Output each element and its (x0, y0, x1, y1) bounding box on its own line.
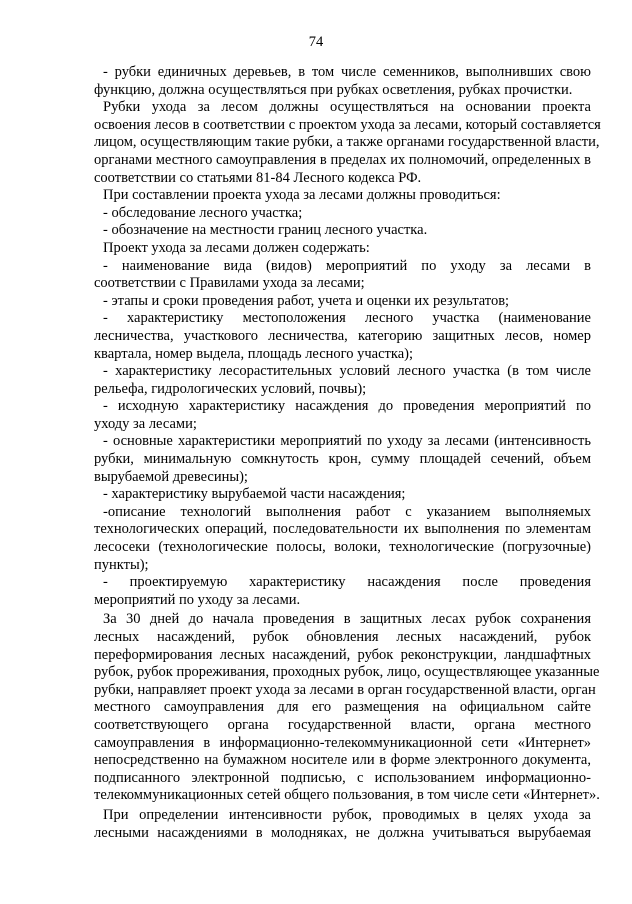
text-line: рубки, направляет проект ухода за лесами в орган государственной власти, орган (94, 681, 596, 698)
text-line: пункты); (94, 556, 149, 573)
text-line: - основные характеристики мероприятий по уходу за лесами (интенсивность (103, 433, 591, 450)
text-line: -описание технологий выполнения работ с указанием выполняемых (103, 503, 591, 520)
text-line: технологических операций, последовательности их выполнения по элементам (94, 521, 591, 538)
text-line: - обозначение на местности границ лесного участка. (103, 222, 428, 239)
text-line: непосредственно на бумажном носителе или в форме электронного документа, (94, 752, 591, 769)
text-line: телекоммуникационных сетей общего пользования, в том числе сети «Интернет». (94, 787, 600, 804)
page-number: 74 (308, 34, 324, 50)
text-line: местного самоуправления для его размещения на официальном сайте (94, 699, 591, 716)
text-line: рельефа, гидрологических условий, почвы); (94, 380, 367, 397)
text-line: - рубки единичных деревьев, в том числе семенников, выполнивших свою (103, 64, 591, 80)
text-line: самоуправления в информационно-телекоммуникационной сети «Интернет» (94, 734, 591, 751)
text-line: - характеристику местоположения лесного участка (наименование (103, 310, 591, 327)
text-line: лицом, осуществляющим такие рубки, а также органами государственной власти, (94, 134, 600, 151)
text-line: - проектируемую характеристику насаждения после проведения (103, 574, 591, 591)
text-line: лесными насаждениями в молодняках, не должна учитываться вырубаемая (94, 824, 591, 841)
text-line: уходу за лесами; (94, 415, 197, 432)
text-line: Проект ухода за лесами должен содержать: (103, 239, 370, 256)
text-line: мероприятий по уходу за лесами. (94, 591, 301, 608)
text-line: При составлении проекта ухода за лесами должны проводиться: (103, 187, 501, 204)
text-line: квартала, номер выдела, площадь лесного участка); (94, 345, 414, 362)
text-line: - характеристику лесорастительных условий лесного участка (в том числе (103, 363, 591, 380)
text-line: освоения лесов в соответствии с проектом ухода за лесами, который составляется (94, 116, 601, 133)
text-line: рубки, минимальную сомкнутость крон, сумму площадей сечений, объем (94, 451, 591, 468)
text-line: рубок, рубок прореживания, проходных рубок, лицо, осуществляющее указанные (94, 664, 600, 681)
text-line: соответствующего органа государственной власти, органа местного (94, 716, 591, 733)
text-line: - исходную характеристику насаждения до проведения мероприятий по (103, 398, 591, 415)
text-line: лесосеки (технологические полосы, волоки, технологические (погрузочные) (94, 539, 591, 556)
text-line: За 30 дней до начала проведения в защитных лесах рубок сохранения (103, 611, 591, 628)
text-line: Рубки ухода за лесом должны осуществляться на основании проекта (103, 99, 591, 116)
text-line: соответствии со статьями 81-84 Лесного кодекса РФ. (94, 169, 422, 186)
text-line: При определении интенсивности рубок, проводимых в целях ухода за (103, 806, 591, 823)
text-line: - этапы и сроки проведения работ, учета и оценки их результатов; (103, 292, 510, 309)
text-line: - обследование лесного участка; (103, 204, 303, 221)
text-line: соответствии с Правилами ухода за лесами; (94, 275, 365, 292)
text-line: лесничества, участкового лесничества, категорию защитных лесов, номер (94, 327, 591, 344)
text-line: - наименование вида (видов) мероприятий по уходу за лесами в (103, 257, 591, 274)
text-line: лесных насаждений, рубок обновления лесных насаждений, рубок (94, 629, 591, 645)
text-line: переформирования лесных насаждений, рубок реконструкции, ландшафтных (94, 646, 591, 663)
text-line: функцию, должна осуществляться при рубках осветления, рубках прочистки. (94, 81, 573, 98)
text-line: органами местного самоуправления в пределах их полномочий, определенных в (94, 151, 591, 168)
document-body (94, 64, 601, 842)
text-line: - характеристику вырубаемой части насаждения; (103, 486, 406, 503)
text-line: подписанного электронной подписью, с использованием информационно- (94, 769, 591, 786)
text-line: вырубаемой древесины); (94, 468, 248, 485)
